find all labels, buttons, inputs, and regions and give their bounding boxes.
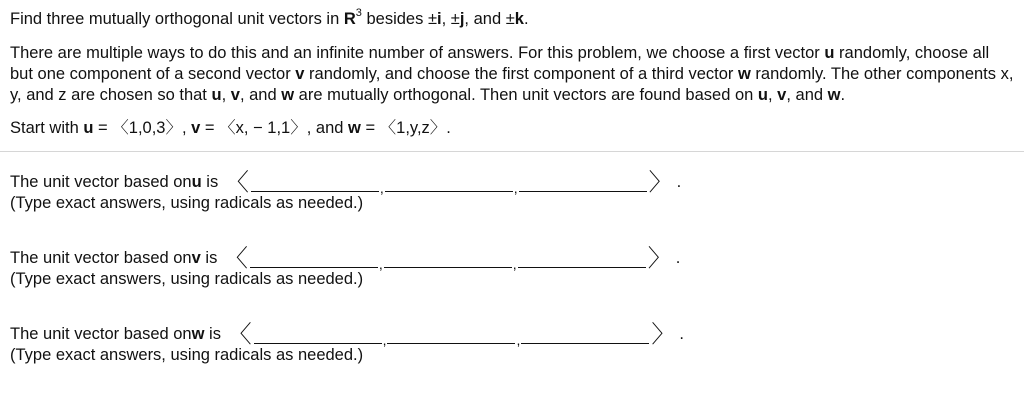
answer-is: is: [204, 325, 226, 343]
answer-section: [0, 166, 1024, 366]
plus-minus-3: ±: [505, 10, 515, 28]
period: .: [675, 249, 681, 267]
answer-v: [10, 242, 1014, 290]
answer-w: [10, 318, 1014, 366]
answer-u-line: [10, 166, 1014, 196]
instr-text: ,: [221, 86, 231, 104]
period: .: [679, 325, 684, 343]
instructions-paragraph: [10, 43, 1014, 106]
question-sep-1: ,: [441, 10, 451, 28]
answer-hint: (Type exact answers, using radicals as needed.): [10, 270, 364, 288]
close-bracket: 〉: [651, 321, 676, 348]
space-exponent: 3: [355, 6, 362, 19]
plus-minus-1: ±: [427, 10, 437, 28]
close-bracket: 〉: [647, 245, 672, 272]
vector-v: v: [191, 119, 201, 137]
section-divider: [0, 151, 1024, 152]
instr-text: .: [840, 86, 846, 104]
unit-k: k: [514, 10, 524, 28]
w-component-3-input[interactable]: [521, 325, 649, 344]
answer-label: The unit vector based on: [10, 249, 192, 267]
v-component-3-input[interactable]: [518, 249, 646, 268]
comma: ,: [378, 256, 383, 272]
question-sep-2: , and: [464, 10, 506, 28]
question-text: [10, 6, 1014, 30]
start-statement: [10, 118, 1014, 139]
separator: , and: [306, 119, 349, 137]
comma: ,: [516, 332, 521, 348]
open-bracket: 〈: [224, 169, 249, 196]
instr-text: randomly, and choose the first component of a third vector: [304, 65, 738, 83]
comma: ,: [379, 180, 384, 196]
separator: ,: [181, 119, 192, 137]
w-value: 〈1,y,z〉: [379, 119, 447, 137]
u-component-3-input[interactable]: [519, 173, 647, 192]
answer-hint: (Type exact answers, using radicals as needed.): [10, 194, 364, 212]
u-component-2-input[interactable]: [385, 173, 513, 192]
period: .: [676, 173, 682, 191]
answer-v-line: [10, 242, 1014, 272]
unit-i: i: [437, 10, 442, 28]
answer-label: The unit vector based on: [10, 325, 192, 343]
vector-u: u: [211, 86, 222, 104]
question-prefix: Find three mutually orthogonal unit vectors in: [10, 10, 344, 28]
vector-w: w: [827, 86, 841, 104]
problem-statement: [0, 0, 1024, 139]
space-symbol: R: [343, 10, 356, 28]
vector-v: v: [191, 249, 201, 267]
comma: ,: [512, 256, 517, 272]
equals: =: [93, 119, 113, 137]
vector-u: u: [191, 173, 202, 191]
question-middle: besides: [361, 10, 428, 28]
comma: ,: [513, 180, 518, 196]
vector-u: u: [824, 44, 835, 62]
instr-text: randomly. The other components x, y, and z are chosen so that: [10, 65, 1014, 104]
v-component-1-input[interactable]: [250, 249, 378, 268]
answer-is: is: [200, 249, 222, 267]
w-component-2-input[interactable]: [387, 325, 515, 344]
instr-text: , and: [786, 86, 828, 104]
answer-label: The unit vector based on: [10, 173, 192, 191]
comma: ,: [382, 332, 387, 348]
instr-text: are mutually orthogonal. Then unit vectors are found based on: [294, 86, 758, 104]
vector-w: w: [737, 65, 751, 83]
vector-v: v: [777, 86, 787, 104]
answer-hint: (Type exact answers, using radicals as needed.): [10, 346, 364, 364]
vector-u: u: [83, 119, 94, 137]
u-component-1-input[interactable]: [251, 173, 379, 192]
vector-v: v: [230, 86, 240, 104]
plus-minus-2: ±: [450, 10, 460, 28]
close-bracket: 〉: [648, 169, 673, 196]
v-value: 〈x, − 1,1〉: [219, 119, 307, 137]
w-component-1-input[interactable]: [254, 325, 382, 344]
answer-is: is: [201, 173, 223, 191]
u-value: 〈1,0,3〉: [112, 119, 182, 137]
open-bracket: 〈: [223, 245, 248, 272]
start-end: .: [446, 119, 451, 137]
instr-text: ,: [768, 86, 778, 104]
answer-u: [10, 166, 1014, 214]
unit-j: j: [459, 10, 465, 28]
vector-w: w: [348, 119, 361, 137]
instr-text: randomly, choose all but one component of a second vector: [10, 44, 990, 83]
vector-v: v: [295, 65, 305, 83]
vector-u: u: [757, 86, 768, 104]
answer-w-line: [10, 318, 1014, 348]
v-component-2-input[interactable]: [384, 249, 512, 268]
vector-w: w: [281, 86, 295, 104]
instr-text: , and: [239, 86, 282, 104]
vector-w: w: [191, 325, 205, 343]
question-end: .: [523, 10, 529, 28]
start-prefix: Start with: [10, 119, 84, 137]
equals: =: [360, 119, 380, 137]
equals: =: [200, 119, 220, 137]
open-bracket: 〈: [227, 321, 252, 348]
instr-text: There are multiple ways to do this and an infinite number of answers. For this problem, we choose a first vector: [10, 44, 825, 62]
